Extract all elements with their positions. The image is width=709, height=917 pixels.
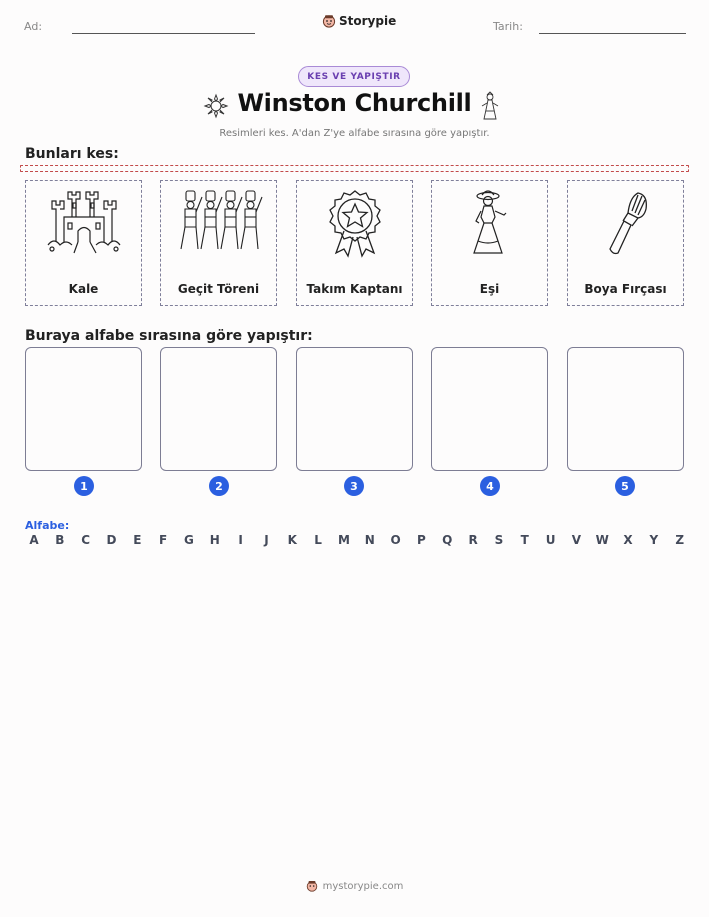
- card-label: Boya Fırçası: [584, 282, 667, 296]
- woman-icon: [460, 187, 520, 257]
- alphabet-letter: C: [81, 533, 91, 547]
- alphabet-letter: N: [364, 533, 375, 547]
- footer: [0, 880, 709, 892]
- princess-doodle-icon: [478, 91, 502, 121]
- name-label: Ad:: [24, 20, 43, 33]
- brand-name: Storypie: [339, 14, 397, 28]
- alphabet-letter: Z: [675, 533, 685, 547]
- slot-number-2: 2: [209, 476, 229, 496]
- alphabet-letter: P: [417, 533, 426, 547]
- paste-heading: Buraya alfabe sırasına göre yapıştır:: [25, 328, 313, 344]
- alphabet-letter: A: [29, 533, 39, 547]
- alphabet-label: Alfabe:: [25, 519, 70, 532]
- storypie-mascot-icon: [322, 14, 336, 28]
- footer-url[interactable]: mystorypie.com: [322, 880, 404, 892]
- date-line[interactable]: [539, 33, 686, 34]
- page-title: Winston Churchill: [237, 89, 472, 117]
- slot-number-3: 3: [344, 476, 364, 496]
- cut-card-kale[interactable]: [25, 180, 142, 306]
- card-label: Takım Kaptanı: [306, 282, 403, 296]
- cut-card-gecit-toreni[interactable]: [160, 180, 277, 306]
- instructions: Resimleri kes. A'dan Z'ye alfabe sırasına göre yapıştır.: [219, 128, 490, 139]
- alphabet-letter: M: [337, 533, 350, 547]
- paintbrush-icon: [596, 187, 656, 257]
- parade-icon: [176, 187, 262, 257]
- activity-badge: KES VE YAPIŞTIR: [298, 66, 410, 87]
- alphabet-letter: R: [468, 533, 478, 547]
- medal-icon: [320, 187, 390, 257]
- slot-number-1: 1: [74, 476, 94, 496]
- alphabet-row: [27, 533, 687, 547]
- cut-line[interactable]: [20, 165, 689, 172]
- alphabet-letter: F: [159, 533, 168, 547]
- cut-card-esi[interactable]: [431, 180, 548, 306]
- slot-number-4: 4: [480, 476, 500, 496]
- alphabet-letter: G: [184, 533, 194, 547]
- alphabet-letter: I: [238, 533, 243, 547]
- card-label: Kale: [68, 282, 99, 296]
- name-line[interactable]: [72, 33, 255, 34]
- alphabet-letter: S: [494, 533, 504, 547]
- alphabet-letter: X: [623, 533, 633, 547]
- paste-slot-1[interactable]: [25, 347, 142, 471]
- alphabet-letter: B: [55, 533, 65, 547]
- paste-slot-4[interactable]: [431, 347, 548, 471]
- paste-slot-3[interactable]: [296, 347, 413, 471]
- slot-number-5: 5: [615, 476, 635, 496]
- alphabet-letter: W: [595, 533, 609, 547]
- alphabet-letter: Y: [649, 533, 659, 547]
- card-label: Geçit Töreni: [177, 282, 260, 296]
- alphabet-letter: V: [571, 533, 582, 547]
- cut-heading: Bunları kes:: [25, 146, 119, 162]
- alphabet-letter: D: [106, 533, 117, 547]
- paste-slot-5[interactable]: [567, 347, 684, 471]
- alphabet-letter: H: [209, 533, 220, 547]
- alphabet-letter: K: [287, 533, 297, 547]
- castle-icon: [44, 187, 124, 257]
- card-label: Eşi: [479, 282, 500, 296]
- alphabet-letter: O: [390, 533, 401, 547]
- date-label: Tarih:: [493, 20, 523, 33]
- brand-logo: [322, 14, 396, 28]
- alphabet-letter: J: [264, 533, 269, 547]
- storypie-mascot-icon: [306, 880, 318, 892]
- alphabet-letter: E: [133, 533, 142, 547]
- cut-card-takim-kaptani[interactable]: [296, 180, 413, 306]
- paste-slot-2[interactable]: [160, 347, 277, 471]
- alphabet-letter: Q: [442, 533, 453, 547]
- alphabet-letter: L: [314, 533, 322, 547]
- alphabet-letter: T: [520, 533, 529, 547]
- cut-card-boya-fircasi[interactable]: [567, 180, 684, 306]
- alphabet-letter: U: [545, 533, 556, 547]
